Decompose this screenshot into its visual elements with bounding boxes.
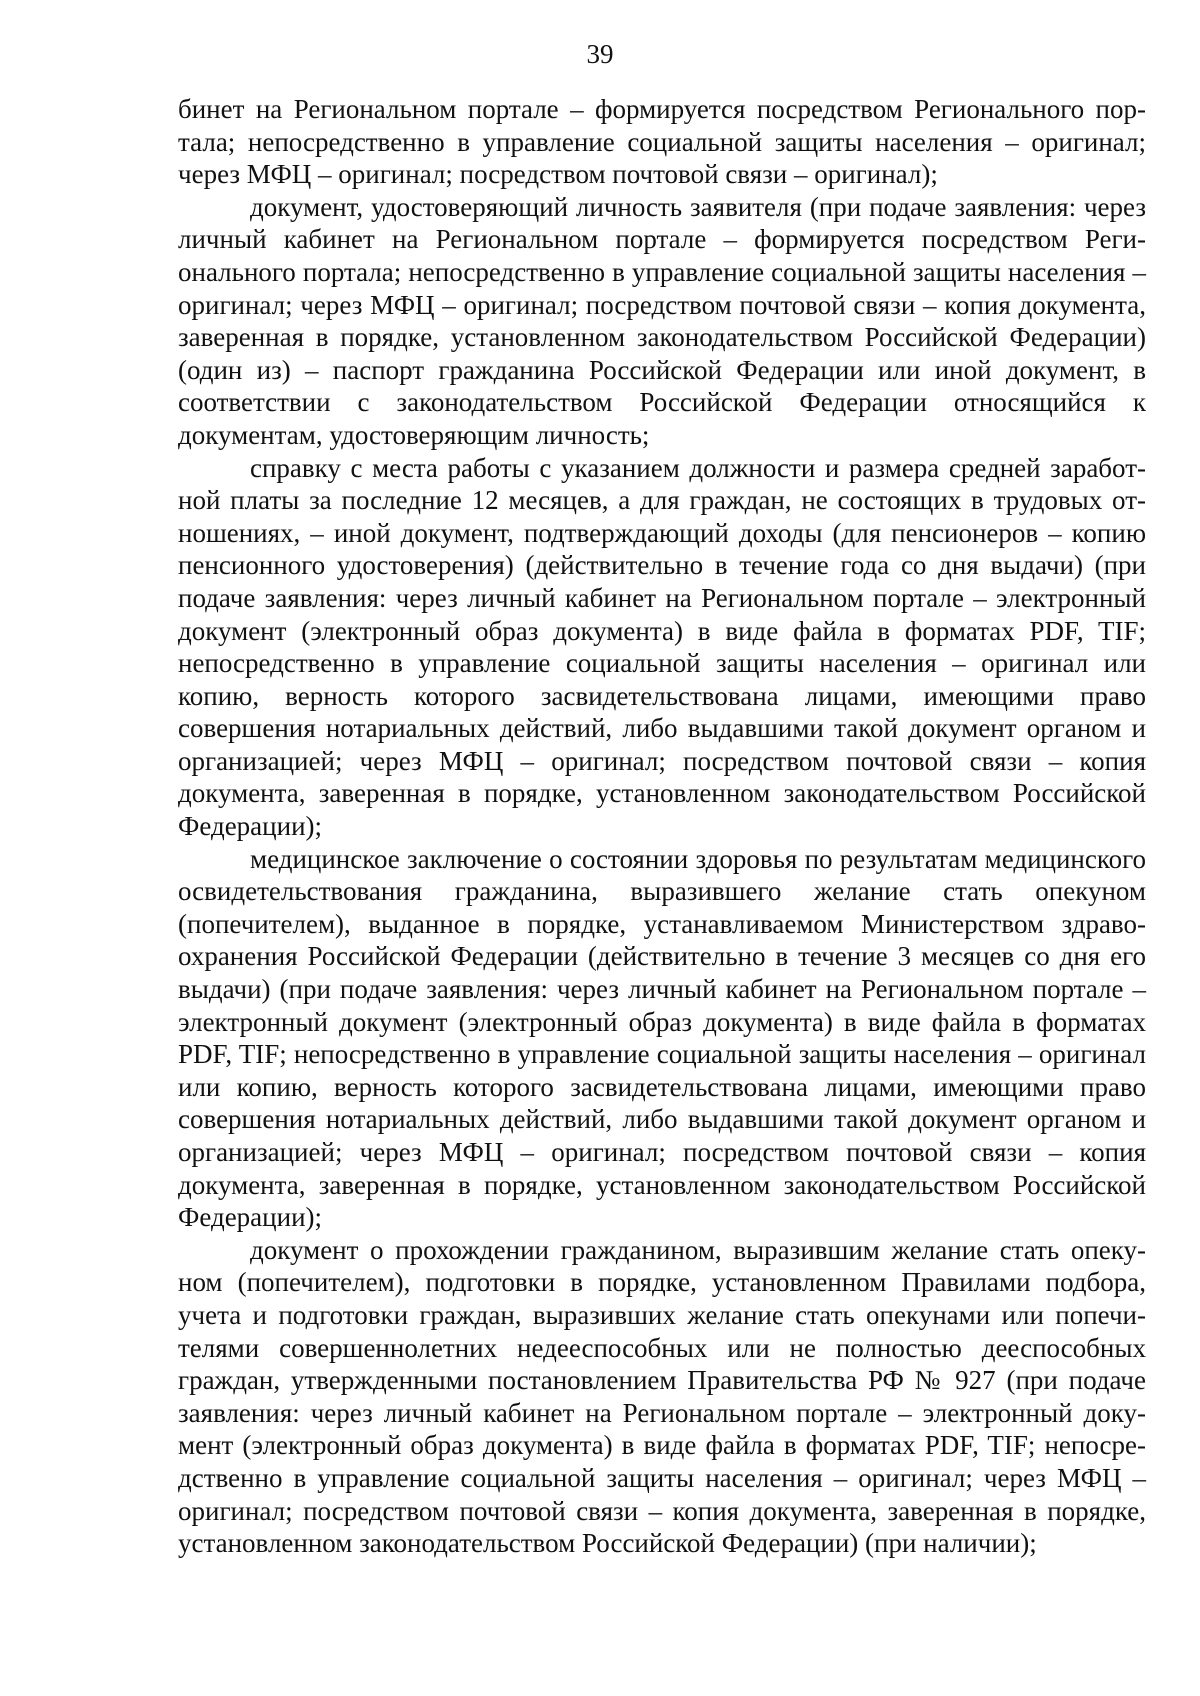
paragraph-medical-report: медицинское заключение о состоянии здоровья по результатам медицинского освидетельствования гражданина, выразившего желание стать опекуном (попечителем), выданное в порядке, устанавливаемом Министерством здравоохранения Российской Федерации (действительно в течение 3 месяцев со дня его выдачи) (при подаче заявления: через личный кабинет на Региональном портале – электронный документ (электронный образ документа) в виде файла в форматах PDF, TIF; непосредственно в управление социальной защиты населения – оригинал или копию, верность которого засвидетельствована лицами, имеющими право совершения нотариальных действий, либо выдавшими такой документ органом и организацией; через МФЦ – оригинал; посредством почтовой связи – копия документа, заверенная в порядке, установленном законодательством Российской Федерации); (178, 843, 1146, 1233)
paragraph-income-certificate: справку с места работы с указанием должности и размера средней заработной платы за последние 12 месяцев, а для граждан, не состоящих в трудовых отношениях, – иной документ, подтверждающий доходы (для пенсионеров – копию пенсионного удостоверения) (действительно в течение года со дня выдачи) (при подаче заявления: через личный кабинет на Региональном портале – электронный документ (электронный образ документа) в виде файла в форматах PDF, TIF; непосредственно в управление социальной защиты населения – оригинал или копию, верность которого засвидетельствована лицами, имеющими право совершения нотариальных действий, либо выдавшими такой документ органом и организацией; через МФЦ – оригинал; посредством почтовой связи – копия документа, заверенная в порядке, установленном законодательством Российской Федерации); (178, 452, 1146, 842)
paragraph-continuation: бинет на Региональном портале – формируется посредством Регионального портала; непосредственно в управление социальной защиты населения – оригинал; через МФЦ – оригинал; посредством почтовой связи – оригинал); (178, 94, 1146, 190)
paragraph-identity-document: документ, удостоверяющий личность заявителя (при подаче заявления: через личный кабинет на Региональном портале – формируется посредством Регионального портала; непосредственно в управление социальной защиты населения – оригинал; через МФЦ – оригинал; посредством почтовой связи – копия документа, заверенная в порядке, установленном законодательством Российской Федерации) (один из) – паспорт гражданина Российской Федерации или иной документ, в соответствии с законодательством Российской Федерации относящийся к документам, удостоверяющим личность; (178, 191, 1146, 450)
document-body (178, 93, 1146, 1560)
paragraph-training-document: документ о прохождении гражданином, выразившим желание стать опекуном (попечителем), подготовки в порядке, установленном Правилами подбора, учета и подготовки граждан, выразивших желание стать опекунами или попечителями совершеннолетних недееспособных или не полностью дееспособных граждан, утвержденными постановлением Правительства РФ № 927 (при подаче заявления: через личный кабинет на Региональном портале – электронный документ (электронный образ документа) в виде файла в форматах PDF, TIF; непосредственно в управление социальной защиты населения – оригинал; через МФЦ – оригинал; посредством почтовой связи – копия документа, заверенная в порядке, установленном законодательством Российской Федерации) (при наличии); (178, 1234, 1146, 1559)
page-number: 39 (586, 39, 614, 69)
